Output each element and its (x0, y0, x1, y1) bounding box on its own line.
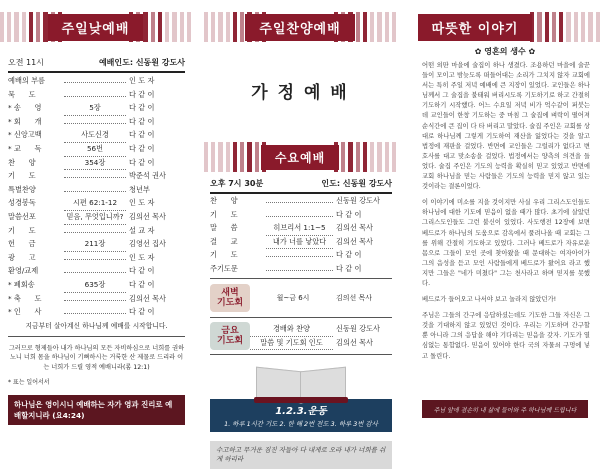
row-detail (64, 232, 126, 233)
row-leader: 다 같 이 (129, 130, 155, 140)
schedule-row (8, 305, 185, 319)
row-leader: 인 도 자 (129, 252, 155, 262)
row-detail: 시편 62:1-12 (64, 196, 126, 211)
row-leader: 인 도 자 (129, 76, 155, 85)
row-label: 찬 양 (8, 157, 36, 167)
schedule-row (210, 208, 392, 222)
row-detail (64, 272, 126, 273)
divider (8, 336, 185, 337)
row-leader: 김의선 목사 (336, 236, 374, 246)
schedule-row (210, 235, 392, 249)
row-detail: 635장 (64, 278, 126, 293)
invitation-verse-box: 수고하고 무거운 짐진 자들아 다 내게로 오라 내가 너희를 쉬게 하리라 (210, 441, 392, 469)
row-leader: 김의선 목사 (129, 293, 167, 303)
row-label: 예배의 부름 (8, 76, 46, 85)
dawn-prayer-leader: 김의선 목사 (336, 293, 373, 302)
sunday-worship-panel (0, 0, 191, 424)
story-body (422, 61, 590, 362)
row-detail (64, 300, 126, 301)
row-label: * 신앙고백 (8, 130, 42, 140)
row-leader: 박준석 권사 (129, 171, 167, 181)
row-label: * 교 독 (8, 143, 42, 153)
schedule-row (8, 264, 185, 278)
row-detail: 믿음, 무엇입니까? (64, 210, 126, 225)
schedule-row (8, 196, 185, 210)
campaign-subtitle: 1. 하루 1시간 기도 2. 한 해 2번 전도 3. 하루 3번 감사 (224, 419, 378, 428)
story-title: 영혼의 생수 (484, 47, 526, 56)
schedule-row (210, 194, 392, 208)
schedule-row (210, 221, 392, 235)
row-detail (266, 216, 333, 217)
row-leader: 다 같 이 (129, 279, 155, 289)
schedule-row (8, 88, 185, 102)
divider (210, 317, 392, 318)
row-leader: 청년부 (129, 184, 150, 194)
row-detail: 히브리서 1:1~5 (266, 221, 333, 236)
row-label: 주기도문 (210, 263, 238, 273)
row-detail (64, 96, 126, 97)
dawn-prayer-badge (210, 284, 250, 312)
schedule-row (8, 115, 185, 129)
row-label: * 축 도 (8, 293, 42, 303)
row-label: 기 도 (8, 171, 36, 181)
order-of-worship (8, 74, 185, 319)
row-detail: 56번 (64, 142, 126, 157)
story-footer: 주님 앞에 겸손히 내 삶에 들어와 주 하나님께 드립니다 (422, 400, 588, 418)
wednesday-time: 오후 7시 30분 (210, 179, 264, 188)
family-worship-title: 가 정 예 배 (251, 83, 349, 103)
row-detail (64, 82, 126, 83)
john-verse-box: 하나님은 영이시니 예배하는 자가 영과 진리로 예배할지니라 (요4:24) (8, 395, 185, 425)
story-paragraph: 이 이야기에 미소를 지을 것이지만 사실 우리 그리스도인들도 하나님에 대한 기도에 믿음이 없을 때가 많다. 초기에 살았던 그리스도인들도 그런 불신이 있었다. 사도행전 12장에 보면 베드로가 하나님의 도움으로 감옥에서 풀려나올 때 교회는 그를 위해 간절히 기도하고 있었다. 그러나 베드로가 자유로운 몸으로 그들이 모인 곳에 찾아왔을 때 문대하는 여자아이가 그의 음성을 듣고 모인 사람들에게 베드로가 왔어요 라고 했지만 그들은 "네가 미쳤다" 그는 천사라고 하며 믿지를 못했다. (422, 199, 590, 287)
row-detail (266, 270, 333, 271)
row-label: * 송 영 (8, 103, 42, 113)
row-detail (64, 259, 126, 260)
flower-icon: ✿ (474, 47, 482, 56)
schedule-row (8, 74, 185, 88)
schedule-row (8, 278, 185, 292)
row-label: 기 도 (210, 250, 238, 260)
standing-note: * 표는 일어서서 (8, 379, 50, 387)
romans-verse: 그러므로 형제들아 내가 하나님의 모든 자비하심으로 너희를 권하노니 너희 몸을 하나님이 기뻐하시는 거룩한 산 제물로 드리라 이는 너희가 드릴 영적 예배니라(롬 12:1) (8, 344, 185, 371)
row-detail: 211장 (64, 237, 126, 252)
row-detail (64, 191, 126, 192)
row-leader: 다 같 이 (129, 116, 155, 126)
wednesday-worship-title: 수요예배 (261, 145, 339, 170)
row-leader: 다 같 이 (129, 89, 155, 99)
praise-worship-title: 주일찬양예배 (245, 14, 354, 41)
row-detail: 내가 너를 낳았다 (266, 235, 333, 250)
row-detail (64, 123, 126, 124)
row-label: * 폐회송 (8, 279, 35, 289)
row-leader: 김의선 목사 (336, 337, 374, 347)
schedule-row (8, 169, 185, 183)
row-label: 성경봉독 (8, 198, 36, 208)
row-label: 찬 양 (210, 196, 238, 205)
row-leader: 김영선 집사 (129, 239, 167, 249)
friday-prayer-badge-l2: 기도회 (216, 335, 244, 346)
row-detail: 5장 (64, 101, 126, 116)
schedule-row (8, 183, 185, 197)
schedule-row (210, 262, 392, 276)
row-label: 기 도 (8, 225, 36, 235)
schedule-row (8, 210, 185, 224)
flower-icon: ✿ (528, 47, 536, 56)
dawn-prayer-time: 월~금 6시 (276, 293, 310, 302)
warm-story-banner (410, 12, 600, 42)
row-label: 묵 도 (8, 89, 36, 99)
story-paragraph: 어떤 외딴 마을에 술집이 하나 생겼다. 조용하던 마을에 술꾼들이 모이고 밤늦도록 떠들어대는 소리가 그치지 않자 교회에서는 특히 주일 저녁 예배에 큰 지장이 있었다. 교인들은 하나님께서 그 술집을 불태워 버리시도록 기도하기로 하고 간절히 기도하기 시작했다. 어느 수요일 저녁 비가 억수같이 퍼붓는데 교인들이 한창 기도하는 중 마침 그 술집에 벼락이 떨어져 순식간에 큰 집이 다 타 버리고 말았다. 술집 주인은 교회를 상대로 하나님께 그렇게 기도하여 재산을 잃었다는 것을 알고 법정에 재판을 걸었다. 반면에 교인들은 그럴리가 없다고 변호사를 대고 맞소송을 걸었다. 법정에서는 양측의 의견을 들었다. 술집 주인은 기도의 능력을 확실히 믿고 있었고 반면에 교회 하나님을 믿는 사람들은 기도의 능력을 믿지 않고 있는 것이라는 결론이었다. (422, 62, 591, 191)
wednesday-worship-banner (204, 142, 396, 172)
divider (8, 71, 185, 73)
row-label: * 인 사 (8, 307, 42, 317)
row-detail: 경배와 찬양 (250, 322, 333, 337)
schedule-row (8, 237, 185, 251)
service-leader: 예배인도: 신동원 강도사 (98, 58, 185, 67)
row-detail: 말씀 및 기도회 인도 (250, 336, 333, 351)
row-detail: 354장 (64, 156, 126, 171)
friday-prayer-details (250, 322, 392, 349)
story-paragraph: 주님은 그들의 간구에 응답하셨는데도 기도한 그들 자신은 그것을 기대하지 않고 있었던 것이다. 우리는 기도하며 간구할 뿐 아니라 그의 응답을 해야 기다리는 믿음을 갖자. 기도가 열심없는 통합없다. 믿음이 있어야 한다 국의 자물쇠 구멍에 넣고 돌린다. (422, 312, 590, 360)
row-label: 말씀선포 (8, 211, 36, 221)
row-detail (64, 313, 126, 314)
friday-prayer-badge (210, 322, 250, 350)
sunday-worship-title: 주일낮예배 (48, 14, 144, 41)
row-label: 말 씀 (210, 223, 238, 233)
story-paragraph: 베드로가 들어오고 나서야 보고 놀라지 않았던가! (422, 296, 557, 304)
row-leader: 신동원 강도사 (336, 196, 380, 205)
praise-worship-banner (204, 12, 396, 42)
wednesday-info (210, 178, 392, 189)
row-leader: 신동원 강도사 (336, 323, 380, 333)
schedule-row (8, 224, 185, 238)
schedule-row (8, 292, 185, 306)
row-label: 광 고 (8, 252, 36, 262)
row-detail (64, 177, 126, 178)
one-two-three-campaign (210, 399, 392, 432)
warm-story-title: 따뜻한 이야기 (418, 14, 533, 41)
row-leader: 다 같 이 (336, 209, 362, 219)
row-label: 헌 금 (8, 239, 36, 249)
row-leader: 다 같 이 (129, 157, 155, 167)
schedule-row (210, 248, 392, 262)
row-leader: 인 도 자 (129, 198, 155, 208)
schedule-row (8, 101, 185, 115)
row-leader: 다 같 이 (336, 250, 362, 260)
row-leader: 다 같 이 (336, 263, 362, 273)
schedule-row (8, 251, 185, 265)
sunday-worship-banner (0, 12, 191, 42)
row-detail (266, 202, 333, 203)
row-leader: 다 같 이 (129, 266, 155, 276)
wednesday-leader: 인도: 신동원 강도사 (321, 179, 392, 188)
row-label: 기 도 (210, 209, 238, 219)
wednesday-order (210, 194, 392, 276)
row-leader: 다 같 이 (129, 307, 155, 317)
bible-illustration (254, 363, 348, 403)
praise-worship-panel (204, 0, 396, 463)
service-time: 오전 11시 (8, 58, 44, 67)
row-label: * 회 개 (8, 116, 42, 126)
row-leader: 설 교 자 (129, 225, 155, 235)
divider (210, 354, 392, 355)
row-leader: 다 같 이 (129, 103, 155, 113)
campaign-title: 1.2.3.운동 (275, 405, 327, 417)
row-detail: 사도신경 (64, 128, 126, 143)
warm-story-panel (410, 0, 600, 424)
friday-prayer-badge-l1: 금요 (221, 325, 239, 336)
service-info (8, 57, 185, 68)
dawn-prayer-row (210, 284, 392, 312)
schedule-row (250, 322, 392, 336)
friday-prayer-row (210, 322, 392, 350)
story-title-row (410, 46, 600, 57)
schedule-row (8, 156, 185, 170)
dawn-prayer-badge-l1: 새벽 (221, 287, 239, 298)
row-leader: 김의선 목사 (129, 211, 167, 221)
worship-start-note: 지금부터 살아계신 하나님께 예배를 시작합니다. (25, 321, 168, 330)
row-label: 환영/교제 (8, 266, 39, 276)
row-leader: 김의선 목사 (336, 223, 374, 233)
dawn-prayer-badge-l2: 기도회 (216, 297, 244, 308)
row-leader: 다 같 이 (129, 143, 155, 153)
row-label: 특별찬양 (8, 184, 36, 194)
schedule-row (8, 142, 185, 156)
row-detail (266, 256, 333, 257)
schedule-row (250, 336, 392, 350)
divider (210, 278, 392, 279)
schedule-row (8, 128, 185, 142)
row-label: 결 교 (210, 236, 238, 246)
